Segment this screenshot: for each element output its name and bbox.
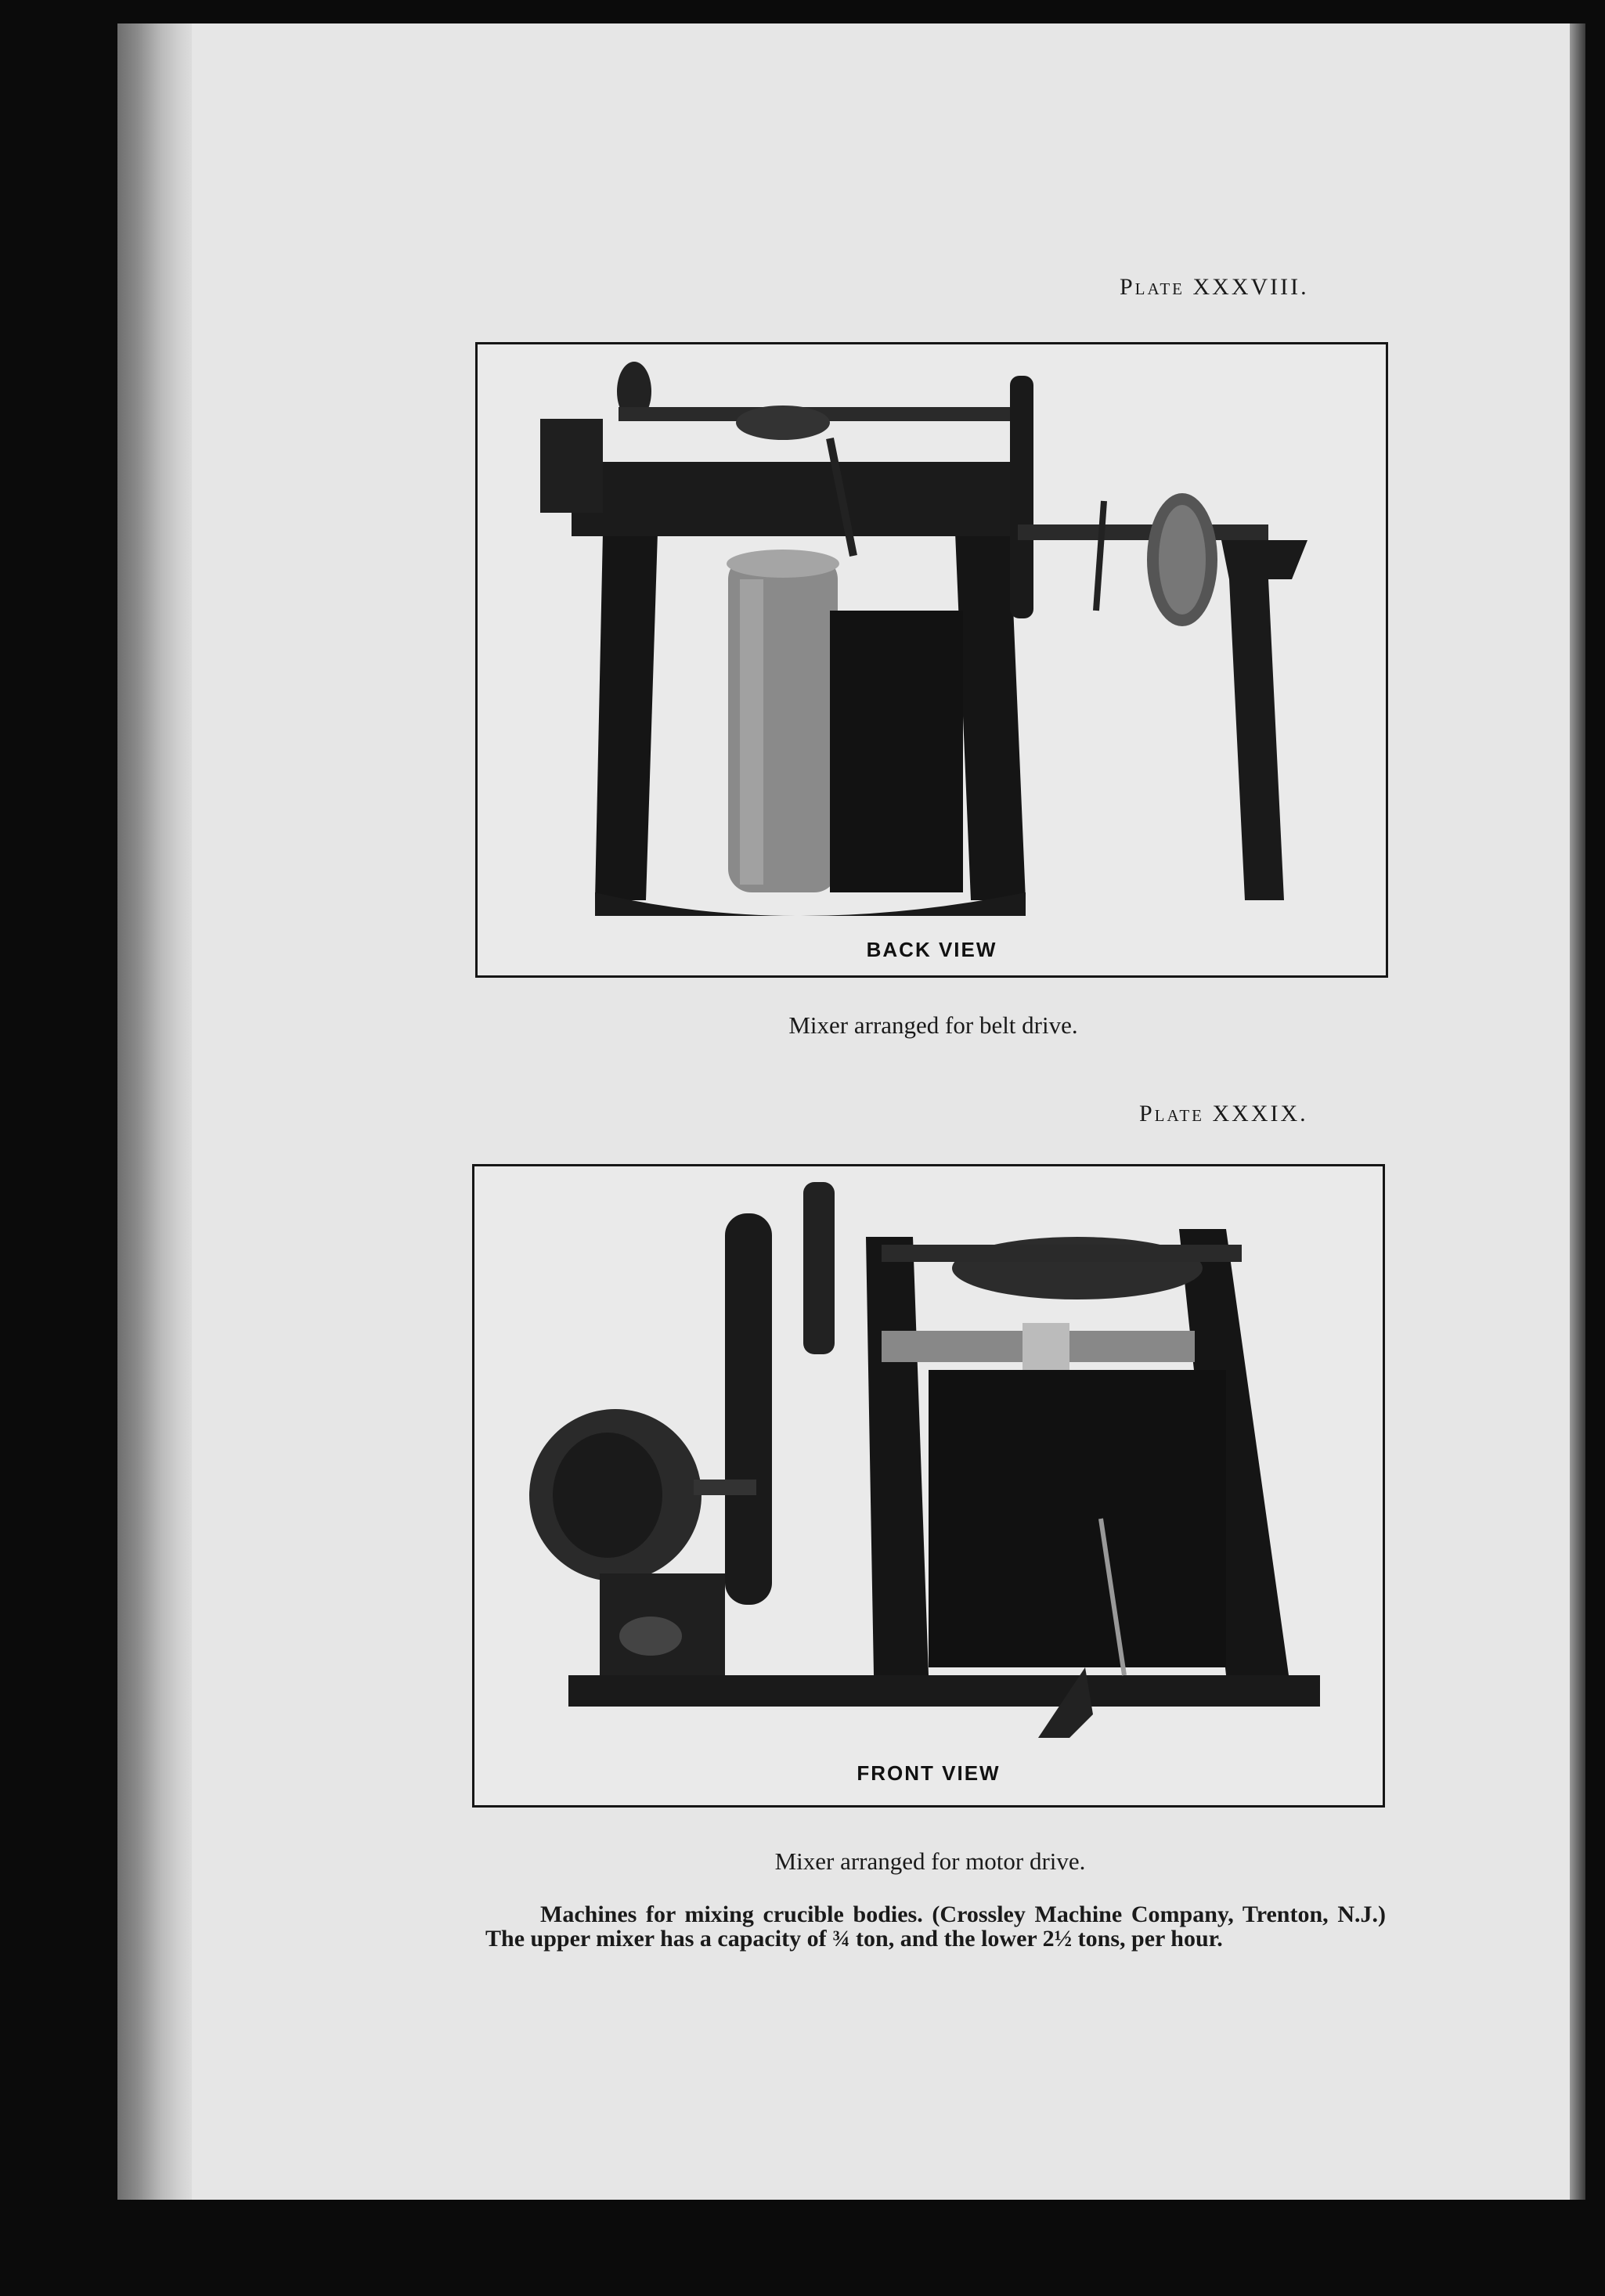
caption-motor-drive: Mixer arranged for motor drive. [774, 1847, 1086, 1875]
page-edge-shadow [1570, 23, 1585, 2200]
plate-number-38 [1120, 274, 1309, 301]
photo-back-view [475, 342, 1388, 978]
mixer-belt-drive-illustration [478, 344, 1386, 975]
caption-belt-drive: Mixer arranged for belt drive. [788, 1011, 1078, 1039]
back-view-label: BACK VIEW [866, 938, 997, 961]
plate-number-39-text: Plate XXXIX. [1139, 1101, 1308, 1126]
front-view-label: FRONT VIEW [857, 1761, 1001, 1785]
plate-number-38-text: Plate XXXVIII. [1120, 274, 1309, 300]
book-binding-edge [117, 23, 196, 2200]
plate-description-paragraph: Machines for mixing crucible bodies. (Crossley Machine Company, Trenton, N.J.) The upper mixer has a capacity of ¾ ton, and the lower 2½ tons, per hour. [485, 1901, 1386, 1952]
photo-front-view [472, 1164, 1385, 1808]
plate-number-39 [1139, 1101, 1308, 1127]
mixer-motor-drive-illustration [474, 1166, 1383, 1805]
